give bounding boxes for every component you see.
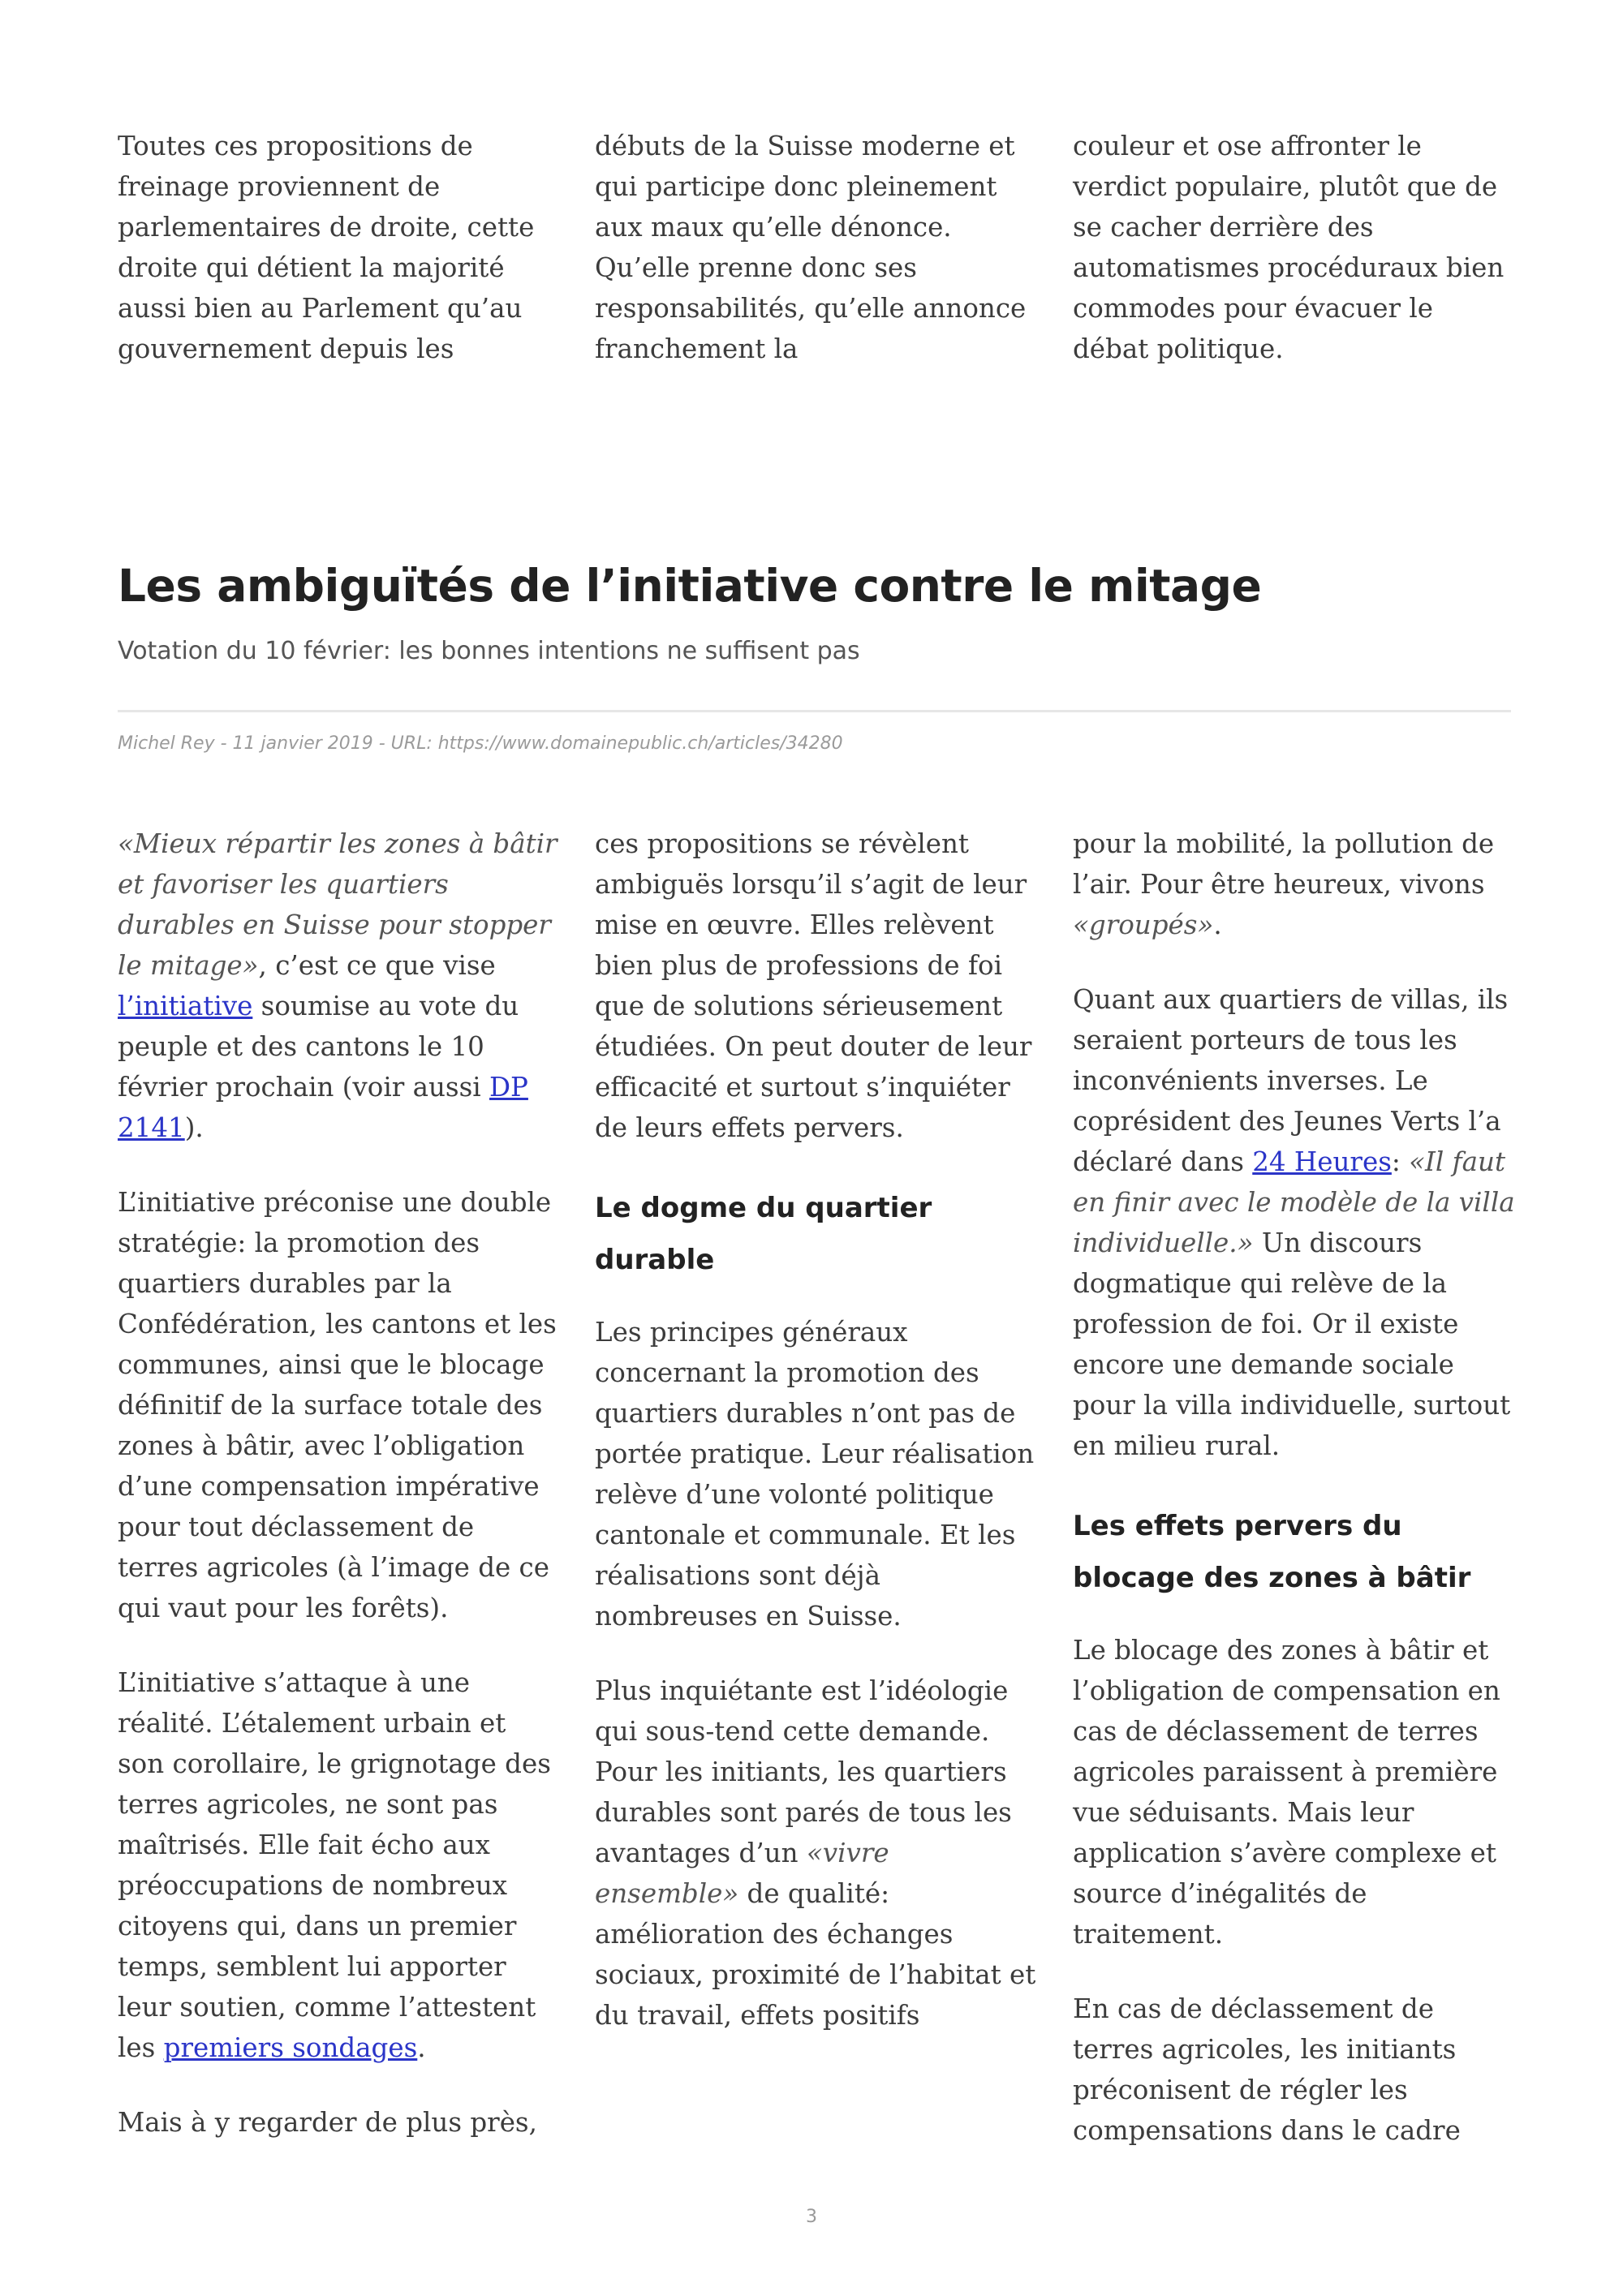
continuation-column-1: [118, 126, 560, 369]
article-column-1: [118, 823, 560, 2177]
emphasis: «vivre ensemble»: [595, 1838, 889, 1909]
paragraph-5: Les principes généraux concernant la promotion des quartiers durables n’ont pas de portée pratique. Leur réalisation relève d’une volonté politique cantonale et communale. Et les réalisations sont déjà nombreuses en Suisse.: [595, 1317, 1035, 1632]
initiative-link[interactable]: l’initiative: [118, 991, 253, 1021]
emphasis: «Il faut en finir avec le modèle de la villa individuelle.»: [1073, 1146, 1515, 1258]
article-title: Les ambiguïtés de l’initiative contre le mitage: [118, 560, 1262, 612]
article-column-2: [595, 823, 1037, 2070]
continuation-text-3: couleur et ose affronter le verdict populaire, plutôt que de se cacher derrière des automatismes procéduraux bien commodes pour évacuer le débat politique.: [1073, 131, 1505, 364]
paragraph-2: L’initiative préconise une double stratégie: la promotion des quartiers durables par la Confédération, les cantons et les communes, ainsi que le blocage définitif de la surface totale des zones à bâtir, avec l’obligation d’une compensation impérative pour tout déclassement de terres agricoles (à l’image de ce qui vaut pour les forêts).: [118, 1187, 557, 1623]
text-span: pour la mobilité, la pollution de l’air. Pour être heureux, vivons: [1073, 828, 1495, 900]
paragraph-7: [1073, 979, 1515, 1466]
article-column-3: [1073, 823, 1515, 2185]
paragraph-9: En cas de déclassement de terres agricoles, les initiants préconisent de régler les compensations dans le cadre: [1073, 1993, 1461, 2146]
continuation-column-2: [595, 126, 1037, 369]
continuation-text-2: débuts de la Suisse moderne et qui participe donc pleinement aux maux qu’elle dénonce. Qu’elle prenne donc ses responsabilités, qu’elle annonce franchement la: [595, 131, 1027, 364]
paragraph-6-start: [595, 1670, 1037, 2036]
text-span: .: [417, 2032, 426, 2063]
section-heading-effets-pervers: Les effets pervers du blocage des zones à bâtir: [1073, 1510, 1471, 1594]
24-heures-link[interactable]: 24 Heures: [1252, 1146, 1392, 1177]
continuation-text-1: Toutes ces propositions de freinage proviennent de parlementaires de droite, cette droite qui détient la majorité aussi bien au Parlement qu’au gouvernement depuis les: [118, 131, 535, 364]
text-span: .: [1213, 909, 1222, 940]
text-span: :: [1391, 1146, 1410, 1177]
text-span: Plus inquiétante est l’idéologie qui sous-tend cette demande. Pour les initiants, les quartiers durables sont parés de tous les avantages d’un: [595, 1675, 1012, 1868]
text-span: , c’est ce que vise: [258, 950, 496, 981]
paragraph-1: [118, 823, 560, 1148]
text-span: de qualité: amélioration des échanges sociaux, proximité de l’habitat et du travail, effets positifs: [595, 1878, 1036, 2031]
dp-2141-link[interactable]: DP 2141: [118, 1072, 528, 1143]
paragraph-4-start: Mais à y regarder de plus près,: [118, 2107, 537, 2138]
paragraph-4-end: ces propositions se révèlent ambiguës lorsqu’il s’agit de leur mise en œuvre. Elles relèvent bien plus de professions de foi que de solutions sérieusement étudiées. On peut douter de leur efficacité et surtout s’inquiéter de leurs effets pervers.: [595, 828, 1032, 1143]
text-span: Un discours dogmatique qui relève de la profession de foi. Or il existe encore une demande sociale pour la villa individuelle, surtout en milieu rural.: [1073, 1228, 1511, 1461]
paragraph-3: [118, 1662, 560, 2068]
emphasis: «groupés»: [1073, 909, 1214, 940]
continuation-column-3: [1073, 126, 1515, 369]
section-heading-quartier-durable: Le dogme du quartier durable: [595, 1192, 932, 1276]
paragraph-6-end: [1073, 823, 1515, 945]
page-number: 3: [806, 2207, 817, 2227]
text-span: ).: [184, 1112, 204, 1143]
article-subtitle: Votation du 10 février: les bonnes intentions ne suffisent pas: [118, 637, 860, 665]
header-divider: [118, 710, 1511, 712]
text-span: L’initiative s’attaque à une réalité. L’étalement urbain et son corollaire, le grignotage des terres agricoles, ne sont pas maîtrisés. Elle fait écho aux préoccupations de nombreux citoyens qui, dans un premier temps, semblent lui apporter leur soutien, comme l’attestent les: [118, 1667, 551, 2063]
sondages-link[interactable]: premiers sondages: [163, 2032, 418, 2063]
text-span: Quant aux quartiers de villas, ils seraient porteurs de tous les inconvénients inverses. Le coprésident des Jeunes Verts l’a déclaré dans: [1073, 984, 1509, 1177]
quote-text: «Mieux répartir les zones à bâtir et favoriser les quartiers durables en Suisse pour stopper le mitage»: [118, 828, 558, 981]
paragraph-8: Le blocage des zones à bâtir et l’obligation de compensation en cas de déclassement de terres agricoles paraissent à première vue séduisants. Mais leur application s’avère complexe et source d’inégalités de traitement.: [1073, 1635, 1500, 1950]
text-span: soumise au vote du peuple et des cantons le 10 février prochain (voir aussi: [118, 991, 519, 1103]
article-meta: Michel Rey - 11 janvier 2019 - URL: https://www.domainepublic.ch/articles/34280: [118, 733, 843, 754]
